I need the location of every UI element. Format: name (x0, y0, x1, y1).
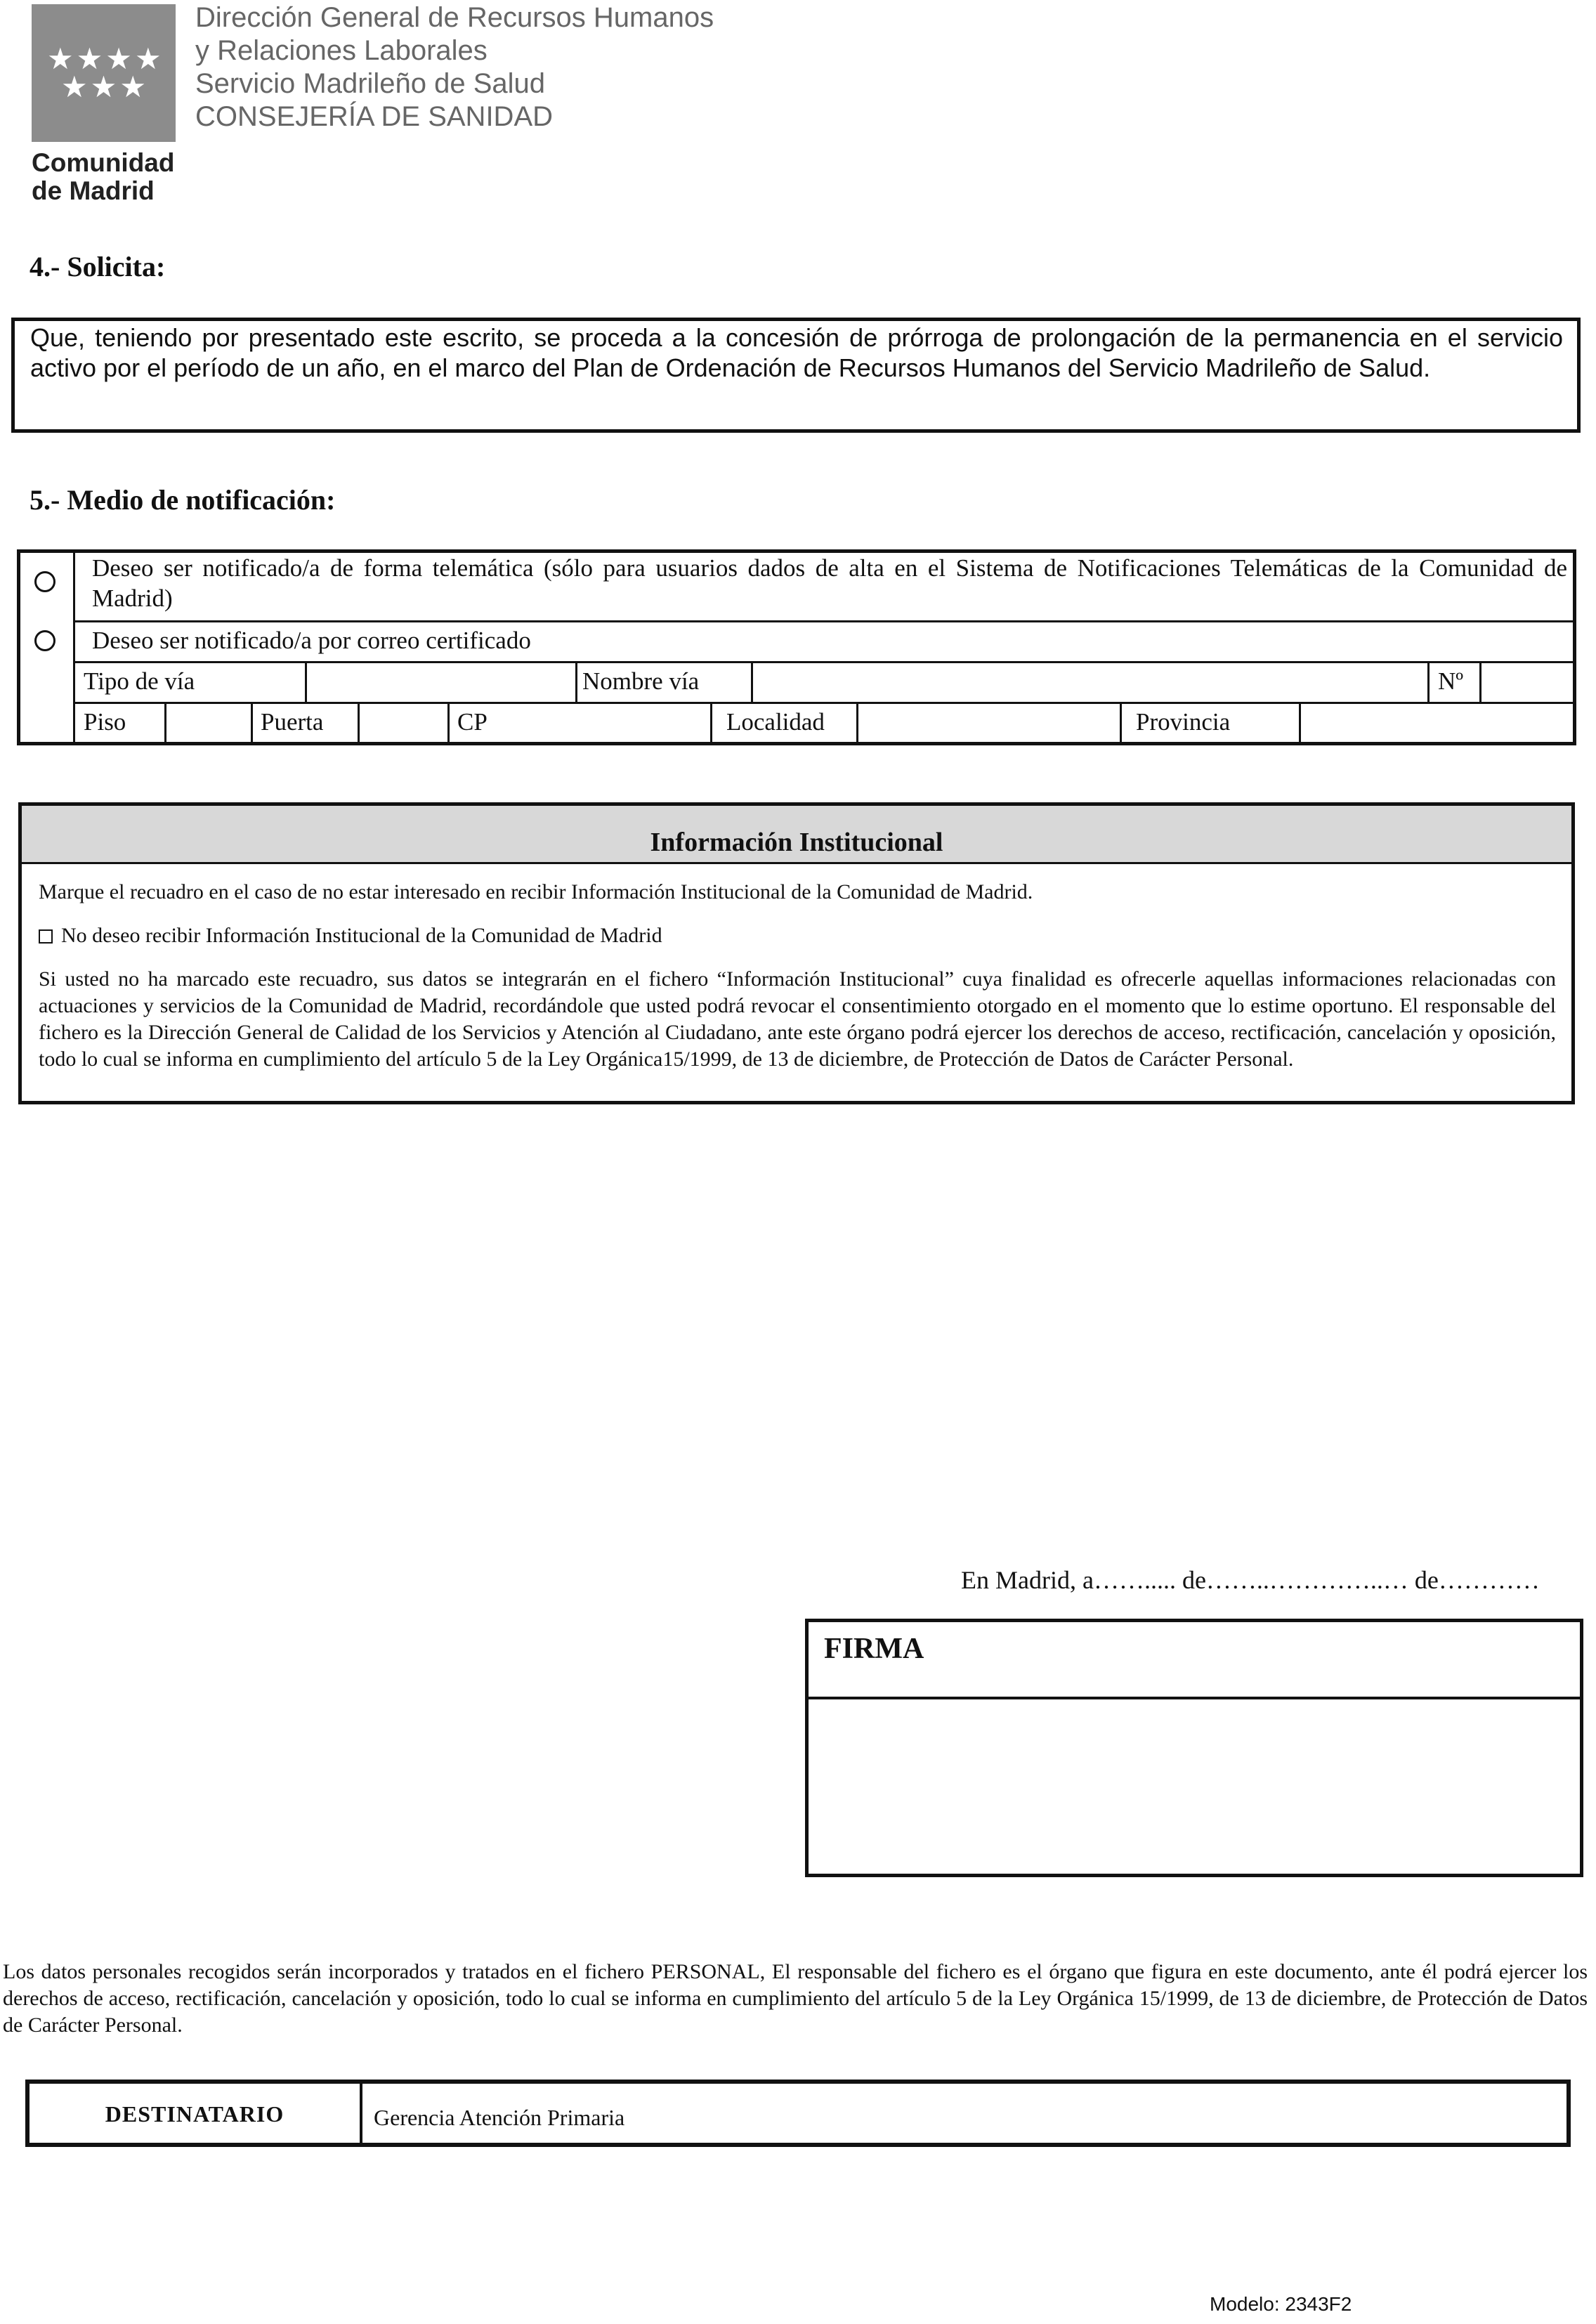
input-puerta[interactable] (361, 705, 446, 740)
privacy-notice: Los datos personales recogidos serán incorporados y tratados en el fichero PERSONAL, El responsable del fichero es el órgano que figura en este documento, ante él podrá ejercer los derechos de acceso, rectificación, cancelación y oposición, todo lo cual se informa en cumplimiento del artículo 5 de la Ley Orgánica 15/1999, de 13 de diciembre, de Protección de Datos de Carácter Personal. (3, 1960, 1588, 2037)
label-nombre-via: Nombre vía (582, 667, 700, 695)
input-piso[interactable] (168, 705, 249, 740)
label-localidad: Localidad (726, 708, 825, 736)
recipient-box (25, 2080, 1571, 2147)
logo-name (32, 149, 174, 205)
label-provincia: Provincia (1136, 708, 1231, 736)
model-number: Modelo: 2343F2 (1210, 2293, 1352, 2315)
option-telematic-label: Deseo ser notificado/a de forma telemática (sólo para usuarios dados de alta en el Sistema de Notificaciones Telemáticas de la Comunidad de Madrid) (92, 554, 1567, 612)
notification-table (17, 549, 1576, 745)
header-line: Servicio Madrileño de Salud (195, 68, 546, 99)
section4-title: 4.- Solicita: (30, 251, 166, 282)
label-cp: CP (457, 708, 488, 736)
label-numero: Nº (1438, 667, 1464, 695)
label-piso: Piso (84, 708, 126, 736)
label-tipo-via: Tipo de vía (84, 667, 195, 695)
institutional-header (22, 806, 1571, 864)
input-localidad[interactable] (861, 705, 1118, 740)
logo-name-line1: Comunidad (32, 148, 175, 177)
date-line: En Madrid, a……..... de……..…………..… de………… (961, 1566, 1540, 1594)
request-box (11, 318, 1581, 433)
radio-telematic[interactable] (34, 571, 55, 592)
recipient-label: DESTINATARIO (30, 2084, 362, 2143)
radio-certified-mail[interactable] (34, 630, 55, 651)
header-line: y Relaciones Laborales (195, 35, 488, 66)
label-puerta: Puerta (261, 708, 324, 736)
logo-name-line2: de Madrid (32, 176, 155, 205)
header-organization (195, 1, 714, 133)
header-line: CONSEJERÍA DE SANIDAD (195, 101, 554, 132)
input-numero[interactable] (1483, 664, 1574, 700)
input-provincia[interactable] (1303, 705, 1576, 740)
recipient-value: Gerencia Atención Primaria (374, 2105, 625, 2130)
logo-emblem (32, 4, 176, 142)
stars-icon: ★★★★ ★★★ (47, 41, 164, 104)
optout-checkbox-label: No deseo recibir Información Institucional de la Comunidad de Madrid (61, 924, 662, 947)
optout-checkbox[interactable] (39, 929, 53, 944)
input-tipo-via[interactable] (308, 664, 574, 700)
section5-title: 5.- Medio de notificación: (30, 484, 336, 516)
institutional-body: Si usted no ha marcado este recuadro, sus datos se integrarán en el fichero “Información Institucional” cuya finalidad es ofrecerle aquellas informaciones relacionadas con actuaciones y servicios de la Comunidad de Madrid, recordándole que usted podrá revocar el consentimiento otorgado en el momento que lo estime oportuno. El responsable del fichero es la Dirección General de Calidad de los Servicios y Atención al Ciudadano, ante este órgano podrá ejercer los derechos de acceso, rectificación, cancelación y oposición, todo lo cual se informa en cumplimiento del artículo 5 de la Ley Orgánica15/1999, de 13 de diciembre, de Protección de Datos de Carácter Personal. (39, 967, 1556, 1071)
request-text: Que, teniendo por presentado este escrito, se proceda a la concesión de prórroga de prolongación de la permanencia en el servicio activo por el período de un año, en el marco del Plan de Ordenación de Recursos Humanos del Servicio Madrileño de Salud. (30, 323, 1563, 382)
institutional-info-box (18, 802, 1575, 1104)
signature-box (805, 1619, 1583, 1877)
institutional-optout (39, 922, 1556, 949)
institutional-title: Información Institucional (650, 828, 943, 857)
signature-area[interactable] (809, 1699, 1580, 1874)
header-line: Dirección General de Recursos Humanos (195, 2, 714, 33)
option-mail-label: Deseo ser notificado/a por correo certificado (92, 627, 531, 654)
institutional-instruction: Marque el recuadro en el caso de no estar interesado en recibir Información Institucional de la Comunidad de Madrid. (39, 880, 1033, 903)
signature-label: FIRMA (824, 1633, 924, 1665)
input-nombre-via[interactable] (755, 664, 1426, 700)
input-cp[interactable] (512, 705, 709, 740)
